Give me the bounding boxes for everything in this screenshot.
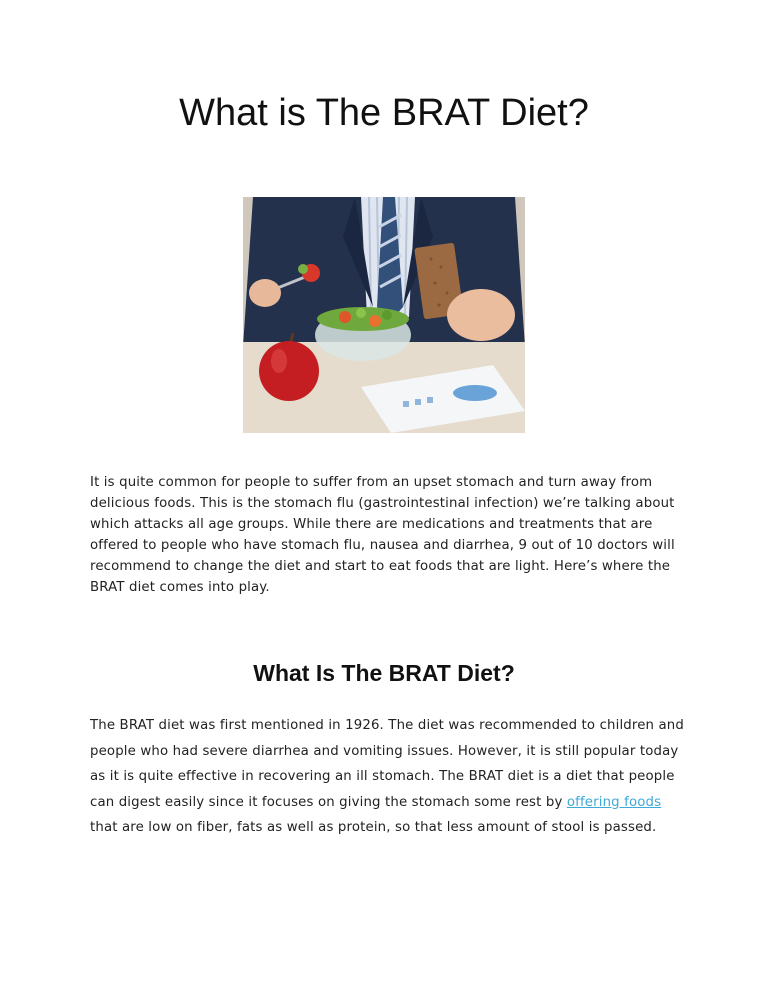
article-photo <box>243 197 525 433</box>
intro-paragraph: It is quite common for people to suffer from an upset stomach and turn away from delicious foods. This is the stomach flu (gastrointestinal infection) we’re talking about which attacks all age groups. While there are medications and treatments that are offered to people who have stomach flu, nausea and diarrhea, 9 out of 10 doctors will recommend to change the diet and start to eat foods that are light. Here’s where the BRAT diet comes into play. <box>90 475 675 595</box>
section-paragraph <box>90 713 690 841</box>
section-heading: What Is The BRAT Diet? <box>253 660 515 686</box>
section-text-start: The BRAT diet was first mentioned in 1926. The diet was recommended to children and people who had severe diarrhea and vomiting issues. However, it is still popular today as it is quite effective in recovering an ill stomach. The BRAT diet is a diet that people can digest easily since it focuses on giving the stomach some rest by <box>90 718 684 810</box>
page-title: What is The BRAT Diet? <box>179 92 589 134</box>
offering-foods-link[interactable]: offering foods <box>566 794 662 810</box>
section-text-end: that are low on fiber, fats as well as protein, so that less amount of stool is passed. <box>90 820 657 835</box>
